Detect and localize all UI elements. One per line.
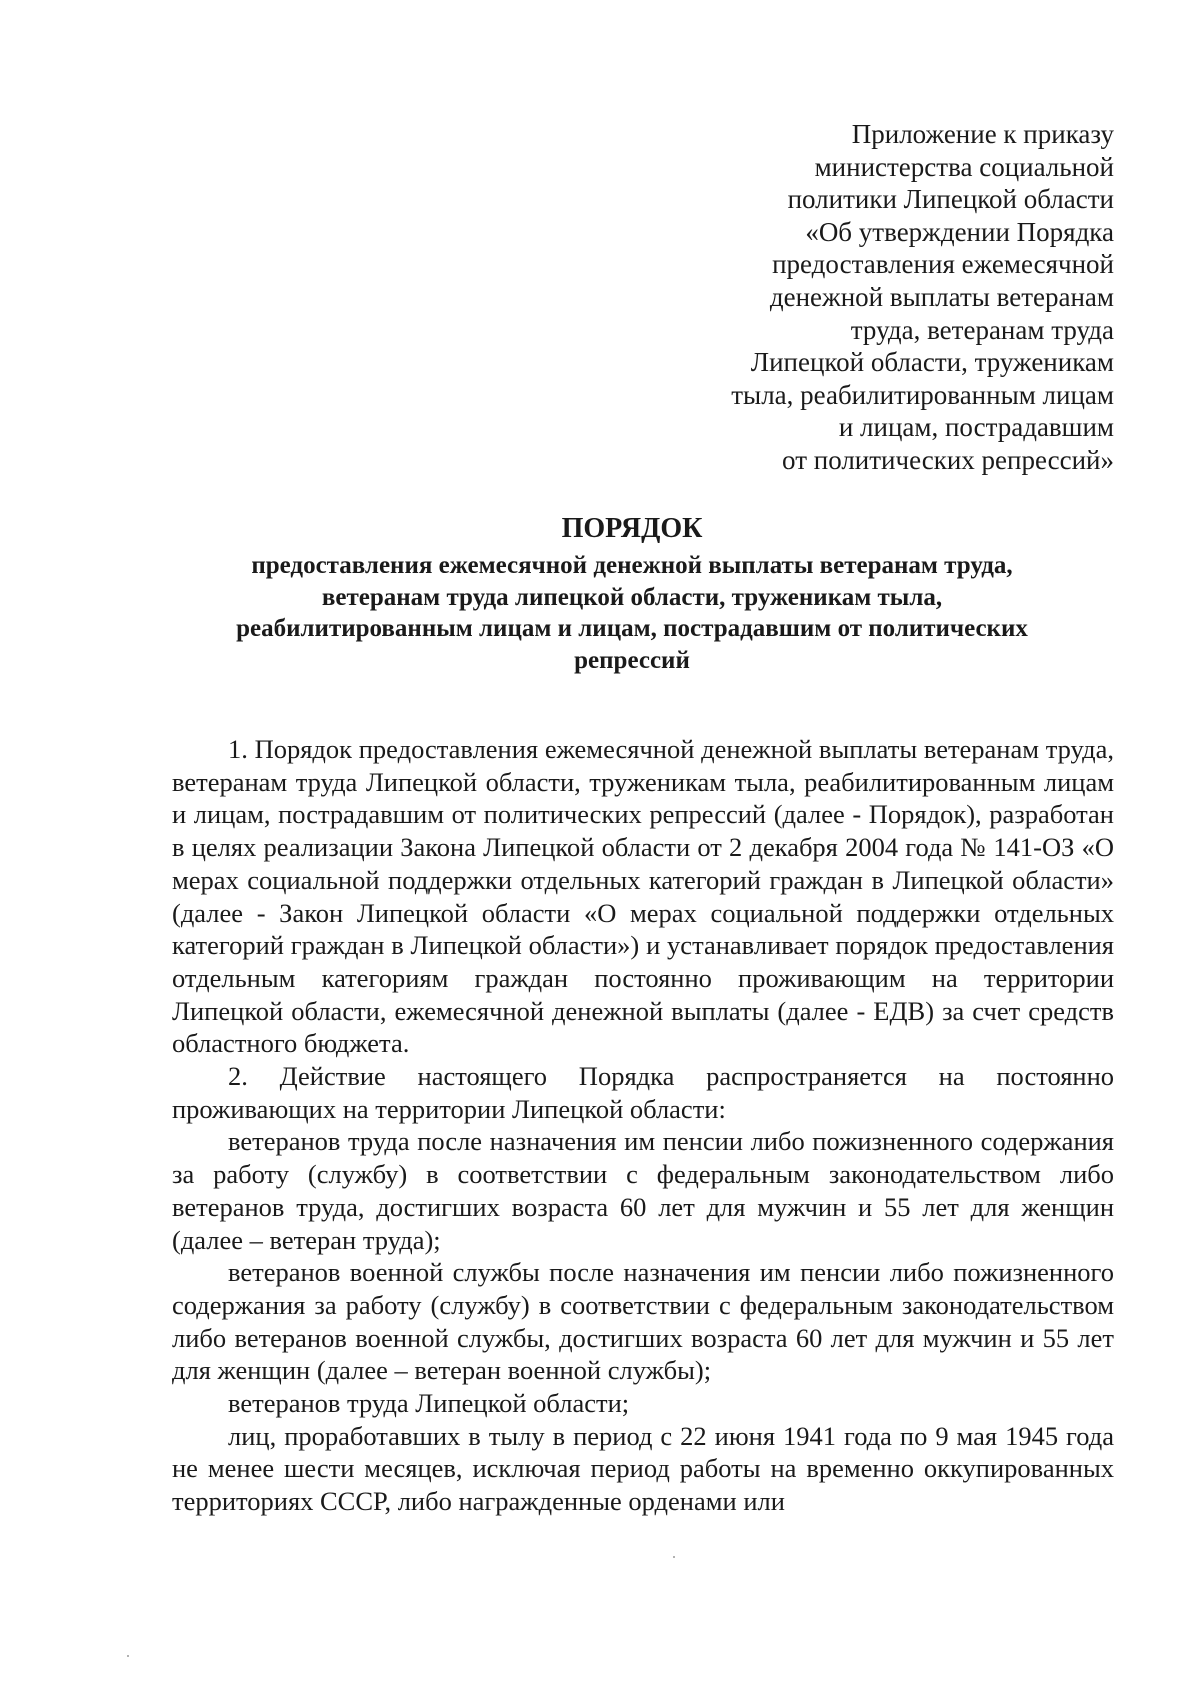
paragraph: лиц, проработавших в тылу в период с 22 июня 1941 года по 9 мая 1945 года не менее шести месяцев, исключая период работы на временно оккупированных территориях СССР, либо награжденные орденами или	[172, 1420, 1114, 1517]
paragraph: 1. Порядок предоставления ежемесячной денежной выплаты ветеранам труда, ветеранам труда Липецкой области, труженикам тыла, реабилитированным лицам и лицам, пострадавшим от политических репрессий (далее - Порядок), разработан в целях реализации Закона Липецкой области от 2 декабря 2004 года № 141-ОЗ «О мерах социальной поддержки отдельных категорий граждан в Липецкой области» (далее - Закон Липецкой области «О мерах социальной поддержки отдельных категорий граждан в Липецкой области») и устанавливает порядок предоставления отдельным категориям граждан постоянно проживающим на территории Липецкой области, ежемесячной денежной выплаты (далее - ЕДВ) за счет средств областного бюджета.	[172, 734, 1114, 1059]
subtitle-line: предоставления ежемесячной денежной выплаты ветеранам труда,	[251, 552, 1013, 579]
scan-speck	[673, 1556, 675, 1558]
appendix-line: министерства социальной	[814, 151, 1114, 182]
appendix-line: тыла, реабилитированным лицам	[731, 379, 1114, 410]
paragraph: ветеранов военной службы после назначения им пенсии либо пожизненного содержания за работу (службу) в соответствии с федеральным законодательством либо ветеранов военной службы, достигших возраста 60 лет для мужчин и 55 лет для женщин (далее – ветеран военной службы);	[172, 1257, 1114, 1386]
paragraph: 2. Действие настоящего Порядка распространяется на постоянно проживающих на территории Липецкой области:	[172, 1061, 1114, 1124]
appendix-line: предоставления ежемесячной	[772, 249, 1114, 280]
paragraph: ветеранов труда Липецкой области;	[228, 1388, 630, 1419]
appendix-line: от политических репрессий»	[782, 444, 1114, 475]
appendix-line: политики Липецкой области	[787, 184, 1114, 215]
appendix-line: труда, ветеранам труда	[850, 314, 1114, 345]
appendix-line: Липецкой области, труженикам	[750, 347, 1114, 378]
document-title: ПОРЯДОК	[561, 513, 703, 544]
scan-speck	[127, 1655, 129, 1657]
appendix-line: Приложение к приказу	[851, 119, 1114, 149]
subtitle-line: реабилитированным лицам и лицам, пострадавшим от политических	[236, 615, 1028, 642]
document-title-block	[150, 512, 1114, 676]
paragraph: ветеранов труда после назначения им пенсии либо пожизненного содержания за работу (службу) в соответствии с федеральным законодательством либо ветеранов труда, достигших возраста 60 лет для мужчин и 55 лет для женщин (далее – ветеран труда);	[172, 1126, 1114, 1255]
appendix-reference	[554, 118, 1114, 477]
subtitle-line: репрессий	[574, 646, 690, 674]
document-subtitle	[150, 550, 1114, 676]
document-body	[172, 733, 1114, 1518]
appendix-line: «Об утверждении Порядка	[805, 216, 1114, 247]
appendix-line: и лицам, пострадавшим	[838, 412, 1114, 443]
subtitle-line: ветеранам труда липецкой области, труженикам тыла,	[321, 583, 943, 611]
appendix-line: денежной выплаты ветеранам	[769, 281, 1114, 312]
